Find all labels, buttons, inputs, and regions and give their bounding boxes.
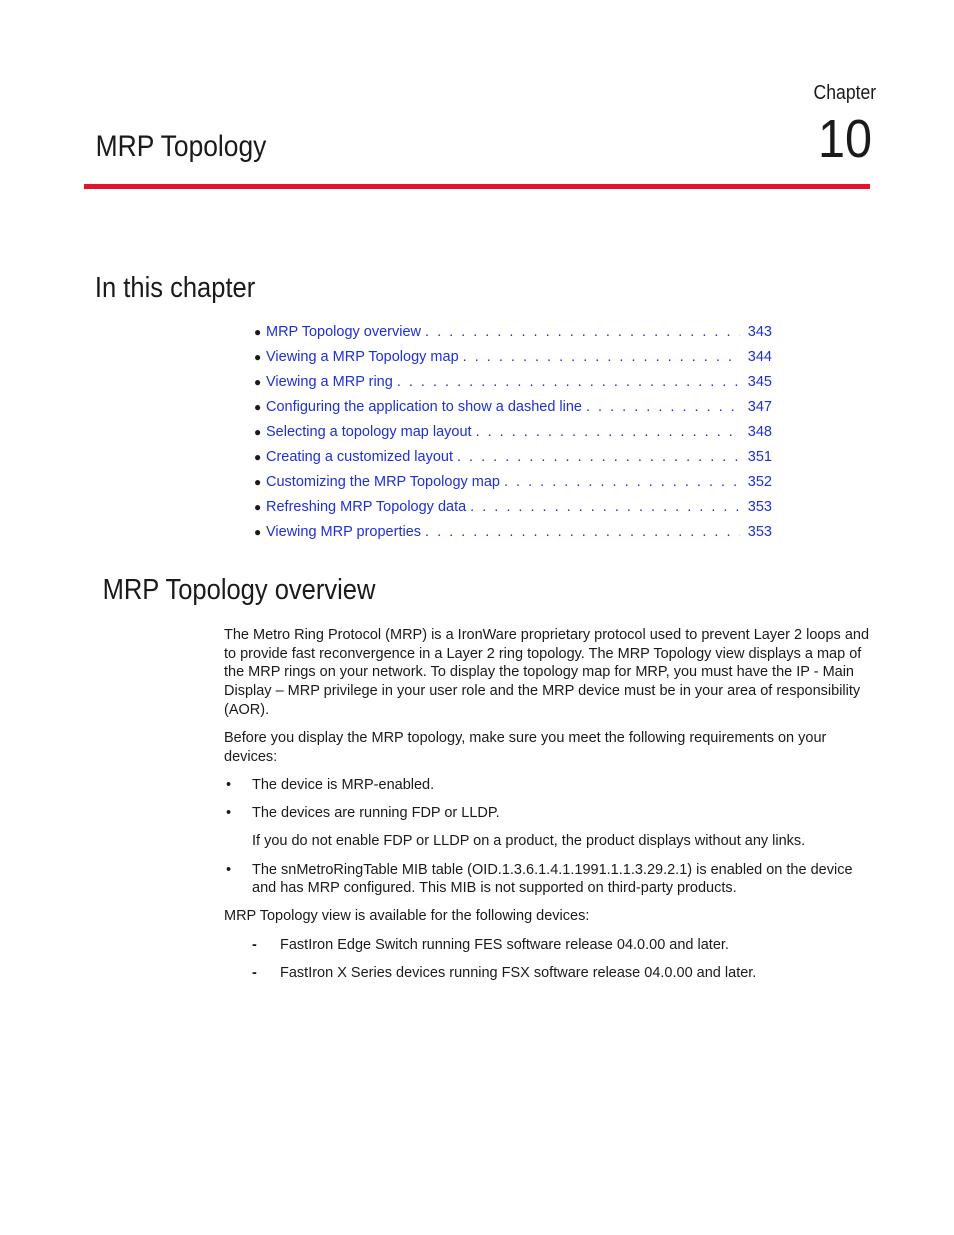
toc-item[interactable] (254, 447, 772, 472)
leader-dots (504, 472, 740, 492)
toc-link[interactable]: Configuring the application to show a dashed line (266, 399, 582, 415)
section-body (224, 626, 870, 992)
toc-item[interactable] (254, 472, 772, 497)
device-item: - FastIron Edge Switch running FES software release 04.0.00 and later. (224, 936, 870, 955)
toc-item[interactable] (254, 397, 772, 422)
section-heading: MRP Topology overview (102, 574, 376, 606)
device-item: - FastIron X Series devices running FSX software release 04.0.00 and later. (224, 964, 870, 983)
requirement-item: • The device is MRP-enabled. (224, 776, 870, 795)
toc-page-number[interactable]: 353 (747, 499, 772, 515)
toc-link[interactable]: Viewing MRP properties (266, 524, 422, 540)
toc-list (254, 322, 772, 547)
paragraph: MRP Topology view is available for the following devices: (224, 908, 590, 925)
leader-dots (425, 322, 740, 342)
bullet-icon: ● (254, 400, 262, 414)
toc-link[interactable]: Refreshing MRP Topology data (266, 499, 467, 515)
toc-page-number[interactable]: 344 (747, 349, 772, 365)
toc-link[interactable]: Selecting a topology map layout (266, 424, 472, 440)
leader-dots (470, 497, 740, 517)
toc-page-number[interactable]: 353 (747, 524, 772, 540)
leader-dots (476, 422, 740, 442)
toc-page-number[interactable]: 345 (747, 374, 772, 390)
toc-link[interactable]: Customizing the MRP Topology map (266, 474, 500, 490)
toc-item[interactable] (254, 522, 772, 547)
leader-dots (463, 347, 740, 367)
chapter-divider (84, 184, 870, 189)
toc-link[interactable]: Viewing a MRP Topology map (266, 349, 459, 365)
toc-link[interactable]: Creating a customized layout (266, 449, 453, 465)
toc-page-number[interactable]: 352 (747, 474, 772, 490)
toc-page-number[interactable]: 343 (747, 324, 772, 340)
bullet-icon: ● (254, 525, 262, 539)
toc-item[interactable] (254, 372, 772, 397)
toc-page-number[interactable]: 348 (747, 424, 772, 440)
requirement-item: • The devices are running FDP or LLDP. (224, 804, 870, 823)
leader-dots (586, 397, 740, 417)
toc-link[interactable]: MRP Topology overview (266, 324, 422, 340)
toc-page-number[interactable]: 351 (747, 449, 772, 465)
bullet-icon: ● (254, 500, 262, 514)
paragraph: Before you display the MRP topology, make sure you meet the following requirements on your devices: (224, 730, 827, 765)
leader-dots (457, 447, 740, 467)
bullet-icon: ● (254, 325, 262, 339)
toc-heading: In this chapter (94, 272, 256, 304)
bullet-icon: ● (254, 425, 262, 439)
toc-page-number[interactable]: 347 (747, 399, 772, 415)
chapter-number: 10 (817, 109, 872, 169)
toc-link[interactable]: Viewing a MRP ring (266, 374, 393, 390)
toc-item[interactable] (254, 322, 772, 347)
requirement-note: If you do not enable FDP or LLDP on a product, the product displays without any links. (252, 833, 806, 850)
bullet-icon: ● (254, 450, 262, 464)
requirement-item: • The snMetroRingTable MIB table (OID.1.3.6.1.4.1.1991.1.1.3.29.2.1) is enabled on the device and has MRP configured. This MIB is not supported on third-party products. (224, 861, 870, 898)
toc-item[interactable] (254, 422, 772, 447)
bullet-icon: ● (254, 375, 262, 389)
chapter-title: MRP Topology (95, 130, 267, 163)
chapter-label: Chapter (813, 82, 876, 104)
leader-dots (425, 522, 740, 542)
bullet-icon: ● (254, 475, 262, 489)
toc-item[interactable] (254, 497, 772, 522)
leader-dots (397, 372, 740, 392)
toc-item[interactable] (254, 347, 772, 372)
bullet-icon: ● (254, 350, 262, 364)
paragraph: The Metro Ring Protocol (MRP) is a IronWare proprietary protocol used to prevent Layer 2 loops and to provide fast reconvergence in a Layer 2 ring topology. The MRP Topology view displays a map of the MRP rings on your network. To display the topology map for MRP, you must have the IP - Main Display – MRP privilege in your user role and the MRP device must be in your area of responsibility (AOR). (224, 627, 870, 718)
